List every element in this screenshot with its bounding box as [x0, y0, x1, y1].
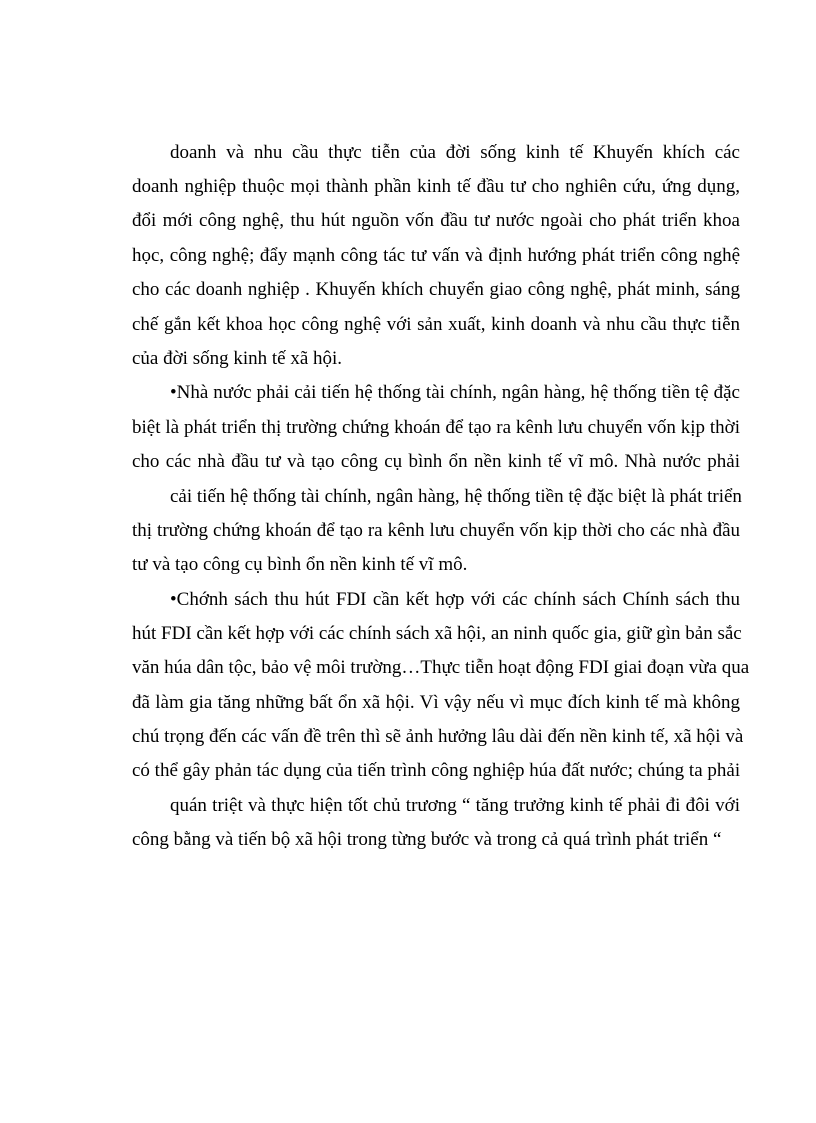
paragraph-line: quán triệt và thực hiện tốt chủ trương “ tăng trưởng kinh tế phải đi đôi với	[170, 795, 740, 816]
bullet-paragraph-line: •Nhà nước phải cải tiến hệ thống tài chính, ngân hàng, hệ thống tiền tệ đặc	[170, 382, 740, 403]
paragraph-line: thị trường chứng khoán để tạo ra kênh lưu chuyển vốn kịp thời cho các nhà đầu	[132, 520, 740, 541]
paragraph-line: tư và tạo công cụ bình ổn nền kinh tế vĩ mô.	[132, 554, 468, 575]
paragraph-line: đổi mới công nghệ, thu hút nguồn vốn đầu tư nước ngoài cho phát triển khoa	[132, 210, 740, 231]
paragraph-line: đã làm gia tăng những bất ổn xã hội. Vì vậy nếu vì mục đích kinh tế mà không	[132, 692, 740, 713]
bullet-paragraph-line: •Chớnh sách thu hút FDI cần kết hợp với các chính sách Chính sách thu	[170, 589, 740, 610]
paragraph-line: văn húa dân tộc, bảo vệ môi trường…Thực tiễn hoạt động FDI giai đoạn vừa qua	[132, 657, 750, 678]
paragraph-line: chú trọng đến các vấn đề trên thì sẽ ảnh hưởng lâu dài đến nền kinh tế, xã hội và	[132, 726, 744, 747]
paragraph-line: công bằng và tiến bộ xã hội trong từng bước và trong cả quá trình phát triển “	[132, 829, 722, 850]
paragraph-line: cho các doanh nghiệp . Khuyến khích chuyển giao công nghệ, phát minh, sáng	[132, 279, 740, 300]
paragraph-line: chế gắn kết khoa học công nghệ với sản xuất, kinh doanh và nhu cầu thực tiễn	[132, 314, 740, 335]
paragraph-line: doanh nghiệp thuộc mọi thành phần kinh tế đầu tư cho nghiên cứu, ứng dụng,	[132, 176, 740, 197]
paragraph-line: của đời sống kinh tế xã hội.	[132, 348, 343, 369]
paragraph-line: cho các nhà đầu tư và tạo công cụ bình ổn nền kinh tế vĩ mô. Nhà nước phải	[132, 451, 740, 472]
paragraph-line: hút FDI cần kết hợp với các chính sách xã hội, an ninh quốc gia, giữ gìn bản sắc	[132, 623, 742, 644]
paragraph-line: có thể gây phản tác dụng của tiến trình công nghiệp húa đất nước; chúng ta phải	[132, 760, 741, 781]
paragraph-line: học, công nghệ; đẩy mạnh công tác tư vấn và định hướng phát triển công nghệ	[132, 245, 740, 266]
paragraph-line: cải tiến hệ thống tài chính, ngân hàng, hệ thống tiền tệ đặc biệt là phát triển	[170, 486, 742, 507]
paragraph-line: doanh và nhu cầu thực tiễn của đời sống kinh tế Khuyến khích các	[170, 142, 740, 163]
paragraph-line: biệt là phát triển thị trường chứng khoán để tạo ra kênh lưu chuyển vốn kịp thời	[132, 417, 740, 438]
